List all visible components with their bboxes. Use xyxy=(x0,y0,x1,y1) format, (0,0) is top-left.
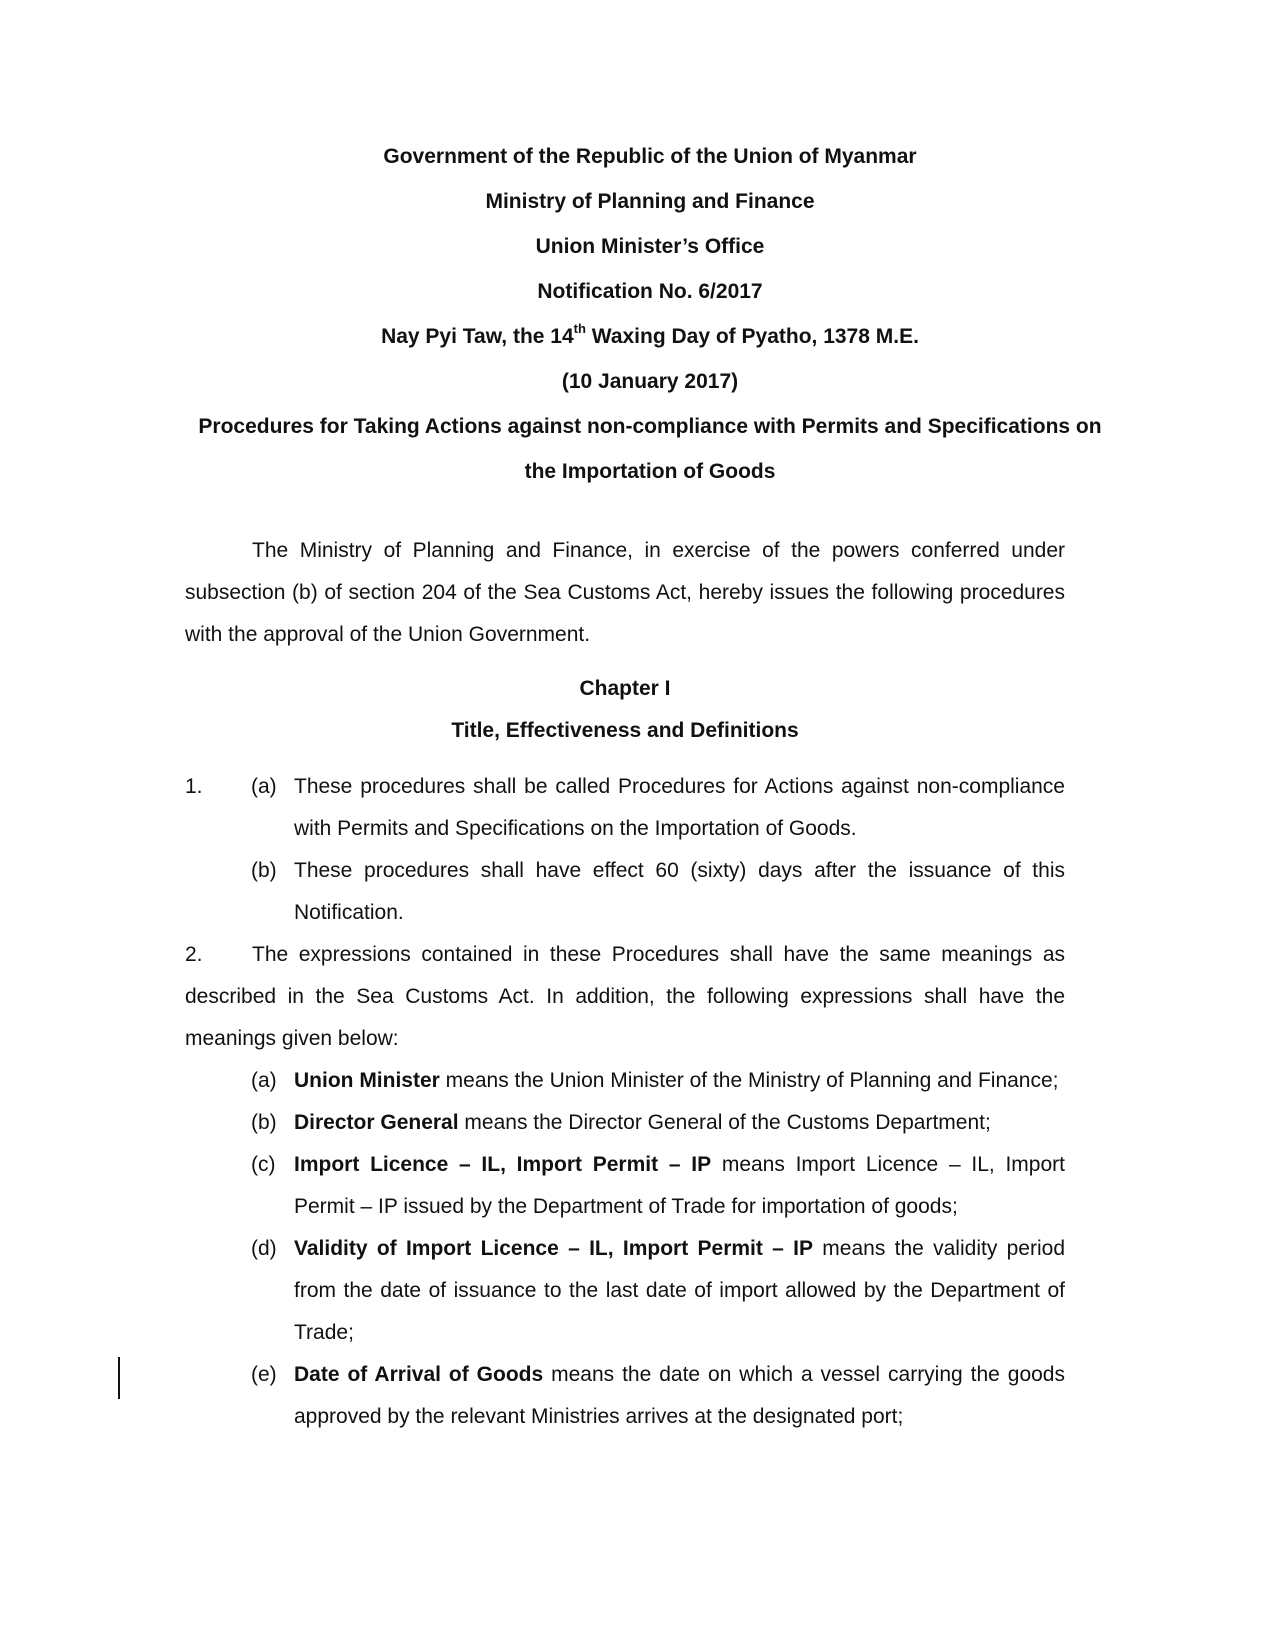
procedure-title-line-2: the Importation of Goods xyxy=(524,460,776,483)
definition-label: (a) xyxy=(251,1069,277,1092)
definition-label: (d) xyxy=(251,1237,277,1260)
definition-a xyxy=(185,1060,1065,1102)
myanmar-date xyxy=(185,314,1115,359)
definition-label: (e) xyxy=(251,1363,277,1386)
ministry-name: Ministry of Planning and Finance xyxy=(485,190,815,213)
item-text: These procedures shall have effect 60 (sixty) days after the issuance of this Notification. xyxy=(294,859,1065,924)
document-body xyxy=(185,766,1065,1438)
item-label: (a) xyxy=(251,775,277,798)
document-header xyxy=(185,134,1115,494)
intro-paragraph: The Ministry of Planning and Finance, in exercise of the powers conferred under subsection (b) of section 204 of the Sea Customs Act, hereby issues the following procedures with the approval of the Union Government. xyxy=(185,539,1065,646)
procedure-title-line-1: Procedures for Taking Actions against non-compliance with Permits and Specifications on xyxy=(198,415,1102,438)
section-1-number: 1. xyxy=(185,775,203,798)
definition-text xyxy=(294,1102,1065,1144)
section-2 xyxy=(185,934,1065,1060)
item-text: These procedures shall be called Procedures for Actions against non-compliance with Permits and Specifications on the Importation of Goods. xyxy=(294,775,1065,840)
myanmar-date-pre: Nay Pyi Taw, the 14 xyxy=(381,325,574,348)
definition-meaning: means Import Licence – IL, Import Permit – IP issued by the Department of Trade for importation of goods; xyxy=(294,1153,1065,1218)
government-name: Government of the Republic of the Union of Myanmar xyxy=(383,145,917,168)
definition-e xyxy=(185,1354,1065,1438)
chapter-heading xyxy=(185,668,1065,752)
definition-meaning: means the validity period from the date of issuance to the last date of import allowed by the Department of Trade; xyxy=(294,1237,1065,1344)
office-name: Union Minister’s Office xyxy=(535,235,765,258)
section-2-text: The expressions contained in these Procedures shall have the same meanings as described in the Sea Customs Act. In addition, the following expressions shall have the meanings given below: xyxy=(185,943,1065,1050)
definition-text xyxy=(294,1144,1065,1228)
definition-text xyxy=(294,1228,1065,1354)
definition-term: Director General xyxy=(294,1111,459,1134)
chapter-number: Chapter I xyxy=(579,677,671,700)
definition-term: Import Licence – IL, Import Permit – IP xyxy=(294,1153,712,1176)
chapter-title: Title, Effectiveness and Definitions xyxy=(451,719,799,742)
definition-b xyxy=(185,1102,1065,1144)
definition-label: (b) xyxy=(251,1111,277,1134)
section-1-item-b xyxy=(185,850,1065,934)
definition-term: Date of Arrival of Goods xyxy=(294,1363,544,1386)
myanmar-date-suffix: th xyxy=(573,321,586,336)
definition-meaning: means the date on which a vessel carrying the goods approved by the relevant Ministries arrives at the designated port; xyxy=(294,1363,1065,1428)
gregorian-date: (10 January 2017) xyxy=(561,370,739,393)
definition-c xyxy=(185,1144,1065,1228)
definition-d xyxy=(185,1228,1065,1354)
definition-text xyxy=(294,1354,1065,1438)
myanmar-date-post: Waxing Day of Pyatho, 1378 M.E. xyxy=(585,325,919,348)
section-2-number: 2. xyxy=(185,943,203,966)
definition-meaning: means the Union Minister of the Ministry of Planning and Finance; xyxy=(439,1069,1059,1092)
definition-label: (c) xyxy=(251,1153,276,1176)
item-label: (b) xyxy=(251,859,277,882)
section-1-item-a xyxy=(185,766,1065,850)
notification-number: Notification No. 6/2017 xyxy=(537,280,763,303)
definition-term: Validity of Import Licence – IL, Import Permit – IP xyxy=(294,1237,813,1260)
definition-text xyxy=(294,1060,1065,1102)
text-cursor xyxy=(118,1357,120,1399)
definition-term: Union Minister xyxy=(294,1069,440,1092)
definition-meaning: means the Director General of the Customs Department; xyxy=(458,1111,991,1134)
